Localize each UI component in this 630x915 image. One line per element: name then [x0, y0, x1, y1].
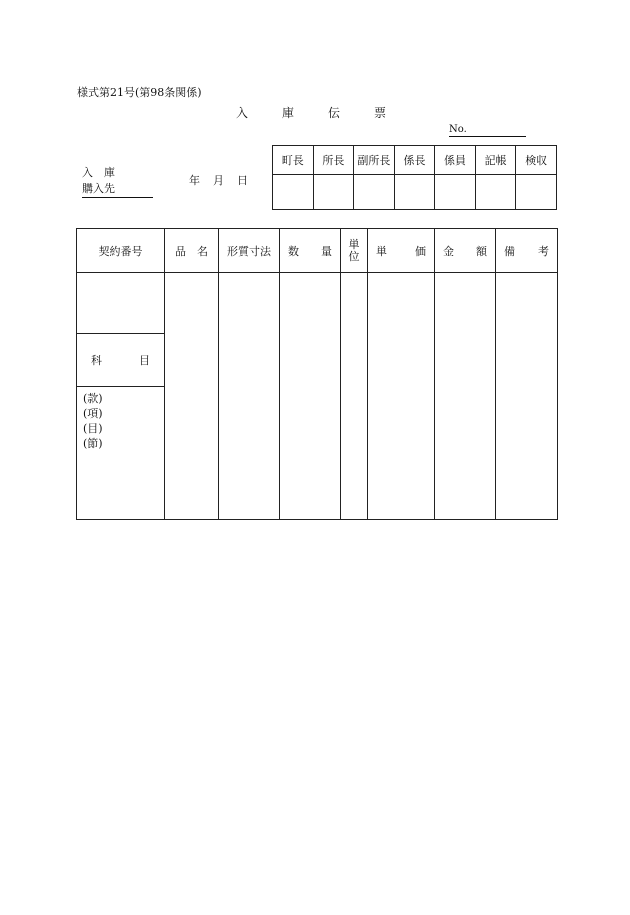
title-char: 票 — [374, 106, 387, 120]
header-char: 数 — [288, 244, 299, 258]
header-char: 位 — [348, 249, 360, 263]
approval-header-mayor: 町長 — [273, 146, 314, 175]
title-char: 伝 — [328, 106, 341, 120]
kamoku-list-cell[interactable] — [77, 387, 165, 520]
stamp-cell[interactable] — [354, 175, 395, 210]
header-char: 額 — [476, 244, 487, 258]
item-name-cell[interactable] — [165, 273, 219, 520]
document-title — [236, 104, 420, 121]
quantity-cell[interactable] — [280, 273, 341, 520]
header-item-name — [165, 229, 219, 273]
title-char: 庫 — [282, 106, 295, 120]
supplier-field[interactable]: 購入先 — [82, 180, 153, 198]
number-field[interactable]: No. — [449, 124, 526, 137]
approval-header-bookkeeping: 記帳 — [475, 146, 516, 175]
form-number: 様式第21号(第98条関係) — [77, 86, 202, 99]
header-spec: 形質寸法 — [219, 229, 280, 273]
nyuko-label — [82, 164, 126, 180]
contract-number-cell[interactable] — [77, 273, 165, 334]
header-char: 品 — [175, 244, 186, 258]
approval-header-inspection: 検収 — [516, 146, 557, 175]
spec-cell[interactable] — [219, 273, 280, 520]
header-char: 目 — [139, 354, 150, 367]
stamp-cell[interactable] — [475, 175, 516, 210]
header-unit — [341, 229, 368, 273]
header-char: 金 — [443, 244, 454, 258]
amount-cell[interactable] — [435, 273, 496, 520]
item-table — [76, 228, 558, 520]
date-day-label: 日 — [237, 174, 248, 187]
header-char: 考 — [538, 244, 549, 258]
header-char: 科 — [91, 354, 102, 367]
title-char: 入 — [236, 106, 249, 120]
remarks-cell[interactable] — [496, 273, 558, 520]
header-char: 単 — [348, 237, 360, 251]
approval-header-section-chief: 係長 — [394, 146, 435, 175]
header-char: 単 — [376, 244, 387, 258]
stamp-cell[interactable] — [435, 175, 476, 210]
header-unit-price — [368, 229, 435, 273]
kamoku-item: (項) — [83, 407, 103, 420]
unit-cell[interactable] — [341, 273, 368, 520]
header-char: 価 — [415, 244, 426, 258]
header-contract-number: 契約番号 — [77, 229, 165, 273]
nyuko-char: 入 — [82, 166, 93, 179]
date-year-label: 年 — [189, 174, 200, 187]
date-month-label: 月 — [213, 174, 224, 187]
header-char: 備 — [504, 244, 515, 258]
unit-price-cell[interactable] — [368, 273, 435, 520]
stamp-cell[interactable] — [313, 175, 354, 210]
stamp-cell[interactable] — [394, 175, 435, 210]
header-remarks — [496, 229, 558, 273]
date-field[interactable] — [189, 172, 261, 188]
header-quantity — [280, 229, 341, 273]
approval-header-staff: 係員 — [435, 146, 476, 175]
approval-stamp-table — [272, 145, 557, 210]
kamoku-item: (款) — [83, 392, 103, 405]
stamp-cell[interactable] — [273, 175, 314, 210]
header-char: 量 — [321, 244, 332, 258]
kamoku-item: (目) — [83, 422, 103, 435]
kamoku-label — [77, 334, 165, 387]
nyuko-char: 庫 — [104, 166, 115, 179]
kamoku-item: (節) — [83, 437, 103, 450]
header-amount — [435, 229, 496, 273]
approval-header-deputy-director: 副所長 — [354, 146, 395, 175]
approval-header-director: 所長 — [313, 146, 354, 175]
stamp-cell[interactable] — [516, 175, 557, 210]
header-char: 名 — [197, 244, 208, 258]
